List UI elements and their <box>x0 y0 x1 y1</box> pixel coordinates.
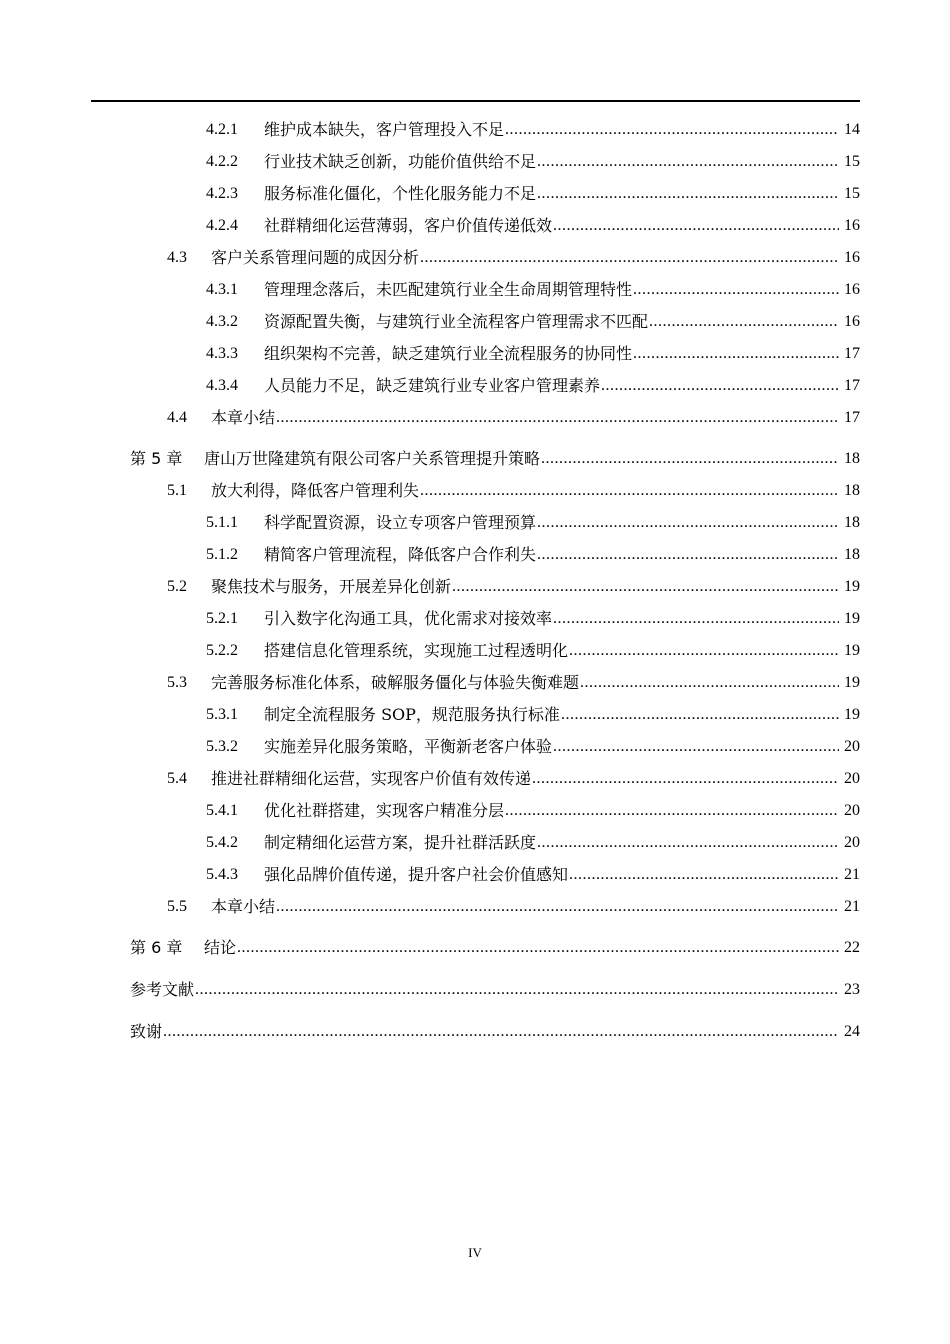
toc-entry-number: 5.3.2 <box>206 738 238 755</box>
toc-entry[interactable] <box>130 934 860 958</box>
toc-dot-leader <box>633 344 839 364</box>
toc-dot-leader <box>553 737 839 757</box>
toc-entry-number: 5.1.1 <box>206 514 238 531</box>
toc-entry-title: 强化品牌价值传递，提升客户社会价值感知 <box>264 865 569 884</box>
toc-dot-leader <box>505 120 839 140</box>
page-number: IV <box>468 1245 482 1260</box>
toc-entry-title: 放大利得，降低客户管理利失 <box>211 481 420 500</box>
toc-entry-page: 16 <box>844 313 860 330</box>
toc-entry[interactable] <box>206 212 860 236</box>
toc-entry-number: 5.5 <box>167 898 187 915</box>
toc-entry-page: 18 <box>844 514 860 531</box>
toc-entry-page: 20 <box>844 802 860 819</box>
toc-entry[interactable] <box>167 404 860 428</box>
toc-dot-leader <box>532 769 839 789</box>
toc-entry[interactable] <box>167 477 860 501</box>
toc-entry-title: 本章小结 <box>211 408 276 427</box>
toc-entry[interactable] <box>167 669 860 693</box>
toc-entry[interactable] <box>130 445 860 469</box>
toc-entry-page: 17 <box>844 345 860 362</box>
toc-entry-number: 4.3.4 <box>206 377 238 394</box>
toc-entry[interactable] <box>206 276 860 300</box>
toc-entry-number: 4.3.1 <box>206 281 238 298</box>
toc-dot-leader <box>537 152 839 172</box>
toc-entry-page: 17 <box>844 377 860 394</box>
toc-entry-page: 14 <box>844 121 860 138</box>
toc-entry[interactable] <box>206 701 860 725</box>
toc-entry-page: 22 <box>844 939 860 956</box>
toc-entry[interactable] <box>167 893 860 917</box>
toc-entry-title: 制定精细化运营方案，提升社群活跃度 <box>264 833 537 852</box>
toc-entry[interactable] <box>206 605 860 629</box>
toc-entry-title: 唐山万世隆建筑有限公司客户关系管理提升策略 <box>204 449 541 468</box>
toc-entry-title: 制定全流程服务 SOP，规范服务执行标准 <box>264 705 560 724</box>
toc-entry-title: 参考文献 <box>130 980 195 999</box>
toc-entry[interactable] <box>167 765 860 789</box>
toc-entry-page: 19 <box>844 610 860 627</box>
toc-entry-number: 4.2.4 <box>206 217 238 234</box>
toc-dot-leader <box>537 545 839 565</box>
toc-dot-leader <box>420 248 839 268</box>
toc-entry[interactable] <box>206 829 860 853</box>
toc-entry-number: 第 5 章 <box>130 449 183 468</box>
toc-entry-page: 21 <box>844 866 860 883</box>
toc-entry[interactable] <box>206 509 860 533</box>
toc-entry[interactable] <box>206 116 860 140</box>
toc-entry-page: 18 <box>844 546 860 563</box>
toc-entry[interactable] <box>206 797 860 821</box>
toc-entry-title: 聚焦技术与服务，开展差异化创新 <box>211 577 452 596</box>
toc-entry-page: 20 <box>844 738 860 755</box>
toc-entry-page: 24 <box>844 1023 860 1040</box>
toc-entry-number: 4.3 <box>167 249 187 266</box>
toc-dot-leader <box>195 980 839 1000</box>
toc-entry-number: 5.2 <box>167 578 187 595</box>
toc-entry-number: 5.3 <box>167 674 187 691</box>
toc-dot-leader <box>569 641 839 661</box>
toc-dot-leader <box>452 577 839 597</box>
toc-entry-title: 结论 <box>204 938 237 957</box>
toc-dot-leader <box>601 376 839 396</box>
toc-entry-page: 19 <box>844 674 860 691</box>
toc-entry[interactable] <box>206 340 860 364</box>
toc-entry-number: 4.2.3 <box>206 185 238 202</box>
toc-entry-page: 18 <box>844 482 860 499</box>
toc-entry-number: 4.3.3 <box>206 345 238 362</box>
toc-dot-leader <box>553 216 839 236</box>
toc-entry[interactable] <box>206 372 860 396</box>
toc-entry-number: 5.4.1 <box>206 802 238 819</box>
toc-dot-leader <box>580 673 839 693</box>
toc-entry-title: 行业技术缺乏创新，功能价值供给不足 <box>264 152 537 171</box>
toc-entry-page: 17 <box>844 409 860 426</box>
toc-entry-page: 16 <box>844 217 860 234</box>
toc-dot-leader <box>561 705 839 725</box>
toc-entry-page: 16 <box>844 249 860 266</box>
toc-dot-leader <box>541 449 839 469</box>
toc-entry[interactable] <box>130 976 860 1000</box>
toc-entry-title: 搭建信息化管理系统，实现施工过程透明化 <box>264 641 569 660</box>
toc-entry-title: 科学配置资源，设立专项客户管理预算 <box>264 513 537 532</box>
toc-dot-leader <box>649 312 839 332</box>
toc-dot-leader <box>537 184 839 204</box>
toc-entry-title: 社群精细化运营薄弱，客户价值传递低效 <box>264 216 553 235</box>
toc-dot-leader <box>237 938 839 958</box>
toc-entry[interactable] <box>206 861 860 885</box>
toc-entry-title: 维护成本缺失，客户管理投入不足 <box>264 120 505 139</box>
toc-entry-number: 5.2.1 <box>206 610 238 627</box>
toc-entry-number: 4.2.1 <box>206 121 238 138</box>
toc-entry-page: 16 <box>844 281 860 298</box>
toc-entry[interactable] <box>206 637 860 661</box>
toc-dot-leader <box>276 408 839 428</box>
toc-entry-title: 人员能力不足，缺乏建筑行业专业客户管理素养 <box>264 376 601 395</box>
toc-entry-page: 19 <box>844 578 860 595</box>
toc-entry-number: 5.4 <box>167 770 187 787</box>
toc-entry-page: 18 <box>844 450 860 467</box>
toc-entry-page: 15 <box>844 153 860 170</box>
toc-entry-title: 推进社群精细化运营，实现客户价值有效传递 <box>211 769 532 788</box>
toc-entry[interactable] <box>206 541 860 565</box>
toc-entry-page: 20 <box>844 770 860 787</box>
toc-entry[interactable] <box>130 1018 860 1042</box>
toc-entry-title: 管理理念落后，未匹配建筑行业全生命周期管理特性 <box>264 280 633 299</box>
toc-dot-leader <box>276 897 839 917</box>
toc-entry-title: 资源配置失衡，与建筑行业全流程客户管理需求不匹配 <box>264 312 649 331</box>
toc-entry-number: 5.4.3 <box>206 866 238 883</box>
toc-entry-number: 5.2.2 <box>206 642 238 659</box>
toc-entry[interactable] <box>206 180 860 204</box>
toc-dot-leader <box>633 280 839 300</box>
toc-entry-number: 4.3.2 <box>206 313 238 330</box>
toc-dot-leader <box>569 865 839 885</box>
toc-dot-leader <box>537 513 839 533</box>
toc-entry[interactable] <box>167 573 860 597</box>
toc-entry-title: 服务标准化僵化，个性化服务能力不足 <box>264 184 537 203</box>
toc-entry-title: 引入数字化沟通工具，优化需求对接效率 <box>264 609 553 628</box>
toc-entry-number: 4.4 <box>167 409 187 426</box>
toc-entry-number: 第 6 章 <box>130 938 183 957</box>
toc-entry-number: 5.1.2 <box>206 546 238 563</box>
toc-entry-title: 实施差异化服务策略，平衡新老客户体验 <box>264 737 553 756</box>
toc-entry-page: 20 <box>844 834 860 851</box>
toc-dot-leader <box>163 1022 839 1042</box>
toc-entry-page: 19 <box>844 706 860 723</box>
toc-entry-page: 15 <box>844 185 860 202</box>
toc-dot-leader <box>505 801 839 821</box>
toc-entry-title: 致谢 <box>130 1022 163 1041</box>
toc-entry[interactable] <box>206 733 860 757</box>
toc-dot-leader <box>420 481 839 501</box>
toc-entry-number: 5.3.1 <box>206 706 238 723</box>
toc-dot-leader <box>553 609 839 629</box>
toc-entry[interactable] <box>206 308 860 332</box>
toc-entry-title: 组织架构不完善，缺乏建筑行业全流程服务的协同性 <box>264 344 633 363</box>
toc-entry-number: 5.4.2 <box>206 834 238 851</box>
toc-entry[interactable] <box>167 244 860 268</box>
toc-entry[interactable] <box>206 148 860 172</box>
toc-entry-title: 完善服务标准化体系，破解服务僵化与体验失衡难题 <box>211 673 580 692</box>
toc-entry-title: 客户关系管理问题的成因分析 <box>211 248 420 267</box>
toc-entry-number: 5.1 <box>167 482 187 499</box>
toc-entry-number: 4.2.2 <box>206 153 238 170</box>
toc-entry-page: 23 <box>844 981 860 998</box>
toc-dot-leader <box>537 833 839 853</box>
toc-entry-title: 优化社群搭建，实现客户精准分层 <box>264 801 505 820</box>
toc-entry-page: 19 <box>844 642 860 659</box>
toc-entry-title: 精简客户管理流程，降低客户合作利失 <box>264 545 537 564</box>
toc-entry-title: 本章小结 <box>211 897 276 916</box>
toc-entry-page: 21 <box>844 898 860 915</box>
